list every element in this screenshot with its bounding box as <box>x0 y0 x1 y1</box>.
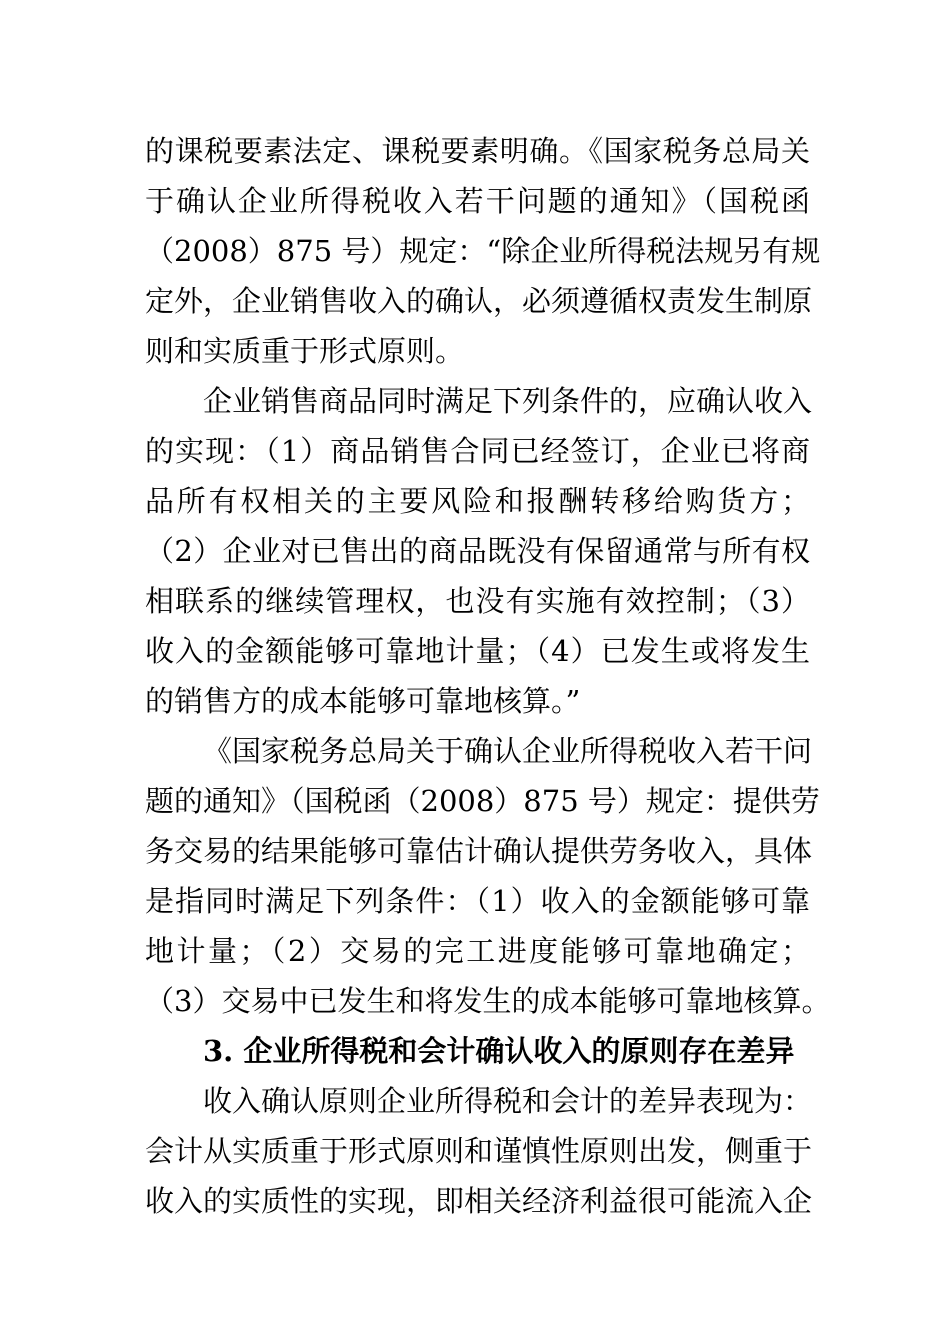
text-line: 题的通知》（国税函（2008）875 号）规定：提供劳 <box>145 784 820 818</box>
text-line: （3）交易中已发生和将发生的成本能够可靠地核算。 <box>145 984 831 1018</box>
text-line: 是指同时满足下列条件：（1）收入的金额能够可靠 <box>145 884 810 918</box>
text-line: 的销售方的成本能够可靠地核算。” <box>145 684 581 718</box>
text-line: （2）企业对已售出的商品既没有保留通常与所有权 <box>145 534 810 568</box>
text-line: 务交易的结果能够可靠估计确认提供劳务收入，具体 <box>145 834 813 868</box>
text-line: 收入的金额能够可靠地计量；（4）已发生或将发生 <box>145 634 810 668</box>
text-line: 定外，企业销售收入的确认，必须遵循权责发生制原 <box>145 284 813 318</box>
text-line: 则和实质重于形式原则。 <box>145 334 465 368</box>
document-body <box>145 126 831 1226</box>
text-line: 的实现：（1）商品销售合同已经签订，企业已将商 <box>145 434 810 468</box>
paragraph-start-line: 企业销售商品同时满足下列条件的，应确认收入 <box>203 384 813 418</box>
text-line: 的课税要素法定、课税要素明确。《国家税务总局关 <box>145 134 810 168</box>
paragraph-start-line: 收入确认原则企业所得税和会计的差异表现为： <box>203 1084 813 1118</box>
text-line: 相联系的继续管理权，也没有实施有效控制；（3） <box>145 584 810 618</box>
text-line: 收入的实质性的实现，即相关经济利益很可能流入企 <box>145 1184 813 1218</box>
text-line: 地计量；（2）交易的完工进度能够可靠地确定； <box>145 934 810 968</box>
section-heading: 3. 企业所得税和会计确认收入的原则存在差异 <box>203 1034 795 1068</box>
text-line: 于确认企业所得税收入若干问题的通知》（国税函 <box>145 184 810 218</box>
paragraph-start-line: 《国家税务总局关于确认企业所得税收入若干问 <box>203 734 813 768</box>
text-line: 品所有权相关的主要风险和报酬转移给购货方； <box>145 484 810 518</box>
text-line: 会计从实质重于形式原则和谨慎性原则出发，侧重于 <box>145 1134 813 1168</box>
text-line: （2008）875 号）规定：“除企业所得税法规另有规 <box>145 234 821 268</box>
